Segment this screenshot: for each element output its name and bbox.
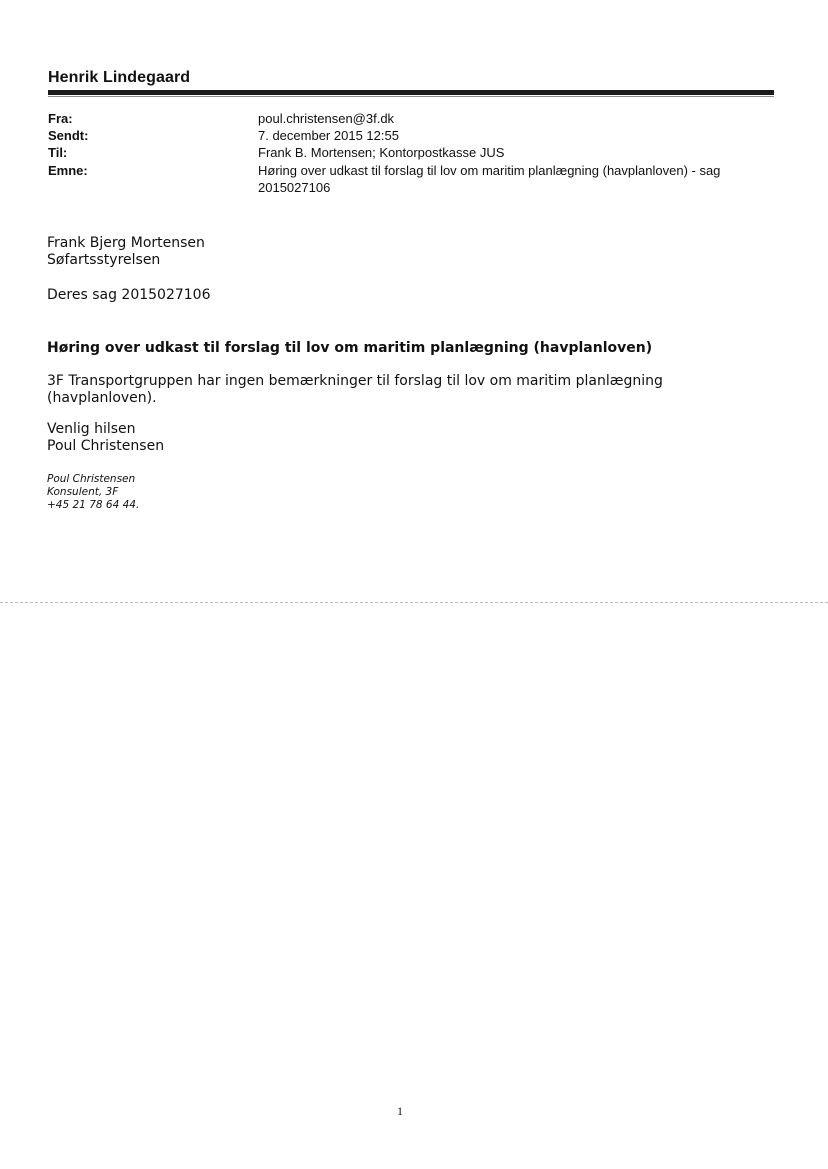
subject-value-line1: Høring over udkast til forslag til lov om maritim planlægning (havplanloven) - sag [258,163,721,178]
recipient-name: Frank Bjerg Mortensen [47,235,205,251]
case-reference: Deres sag 2015027106 [47,287,211,303]
message-paragraph-line2: (havplanloven). [47,390,157,406]
header-divider-thick [48,90,774,95]
subject-value-line2: 2015027106 [258,180,331,195]
mailbox-owner-name: Henrik Lindegaard [48,69,191,86]
from-value: poul.christensen@3f.dk [258,111,395,126]
recipient-org: Søfartsstyrelsen [47,252,161,268]
closing-name: Poul Christensen [47,438,165,454]
sent-label: Sendt: [48,128,89,143]
to-label: Til: [48,145,68,160]
signature-title: Konsulent, 3F [47,486,119,498]
closing-greeting: Venlig hilsen [47,421,136,437]
from-label: Fra: [48,111,73,126]
signature-phone: +45 21 78 64 44. [47,499,140,511]
subject-label: Emne: [48,163,88,178]
message-paragraph-line1: 3F Transportgruppen har ingen bemærkninger til forslag til lov om maritim planlægning [47,373,663,389]
scan-fold-line [0,602,828,603]
sent-value: 7. december 2015 12:55 [258,128,399,143]
to-value: Frank B. Mortensen; Kontorpostkasse JUS [258,145,505,160]
signature-name: Poul Christensen [47,473,136,485]
header-divider-thin [48,96,774,97]
page-number: 1 [397,1104,403,1118]
message-heading: Høring over udkast til forslag til lov om maritim planlægning (havplanloven) [47,340,653,356]
